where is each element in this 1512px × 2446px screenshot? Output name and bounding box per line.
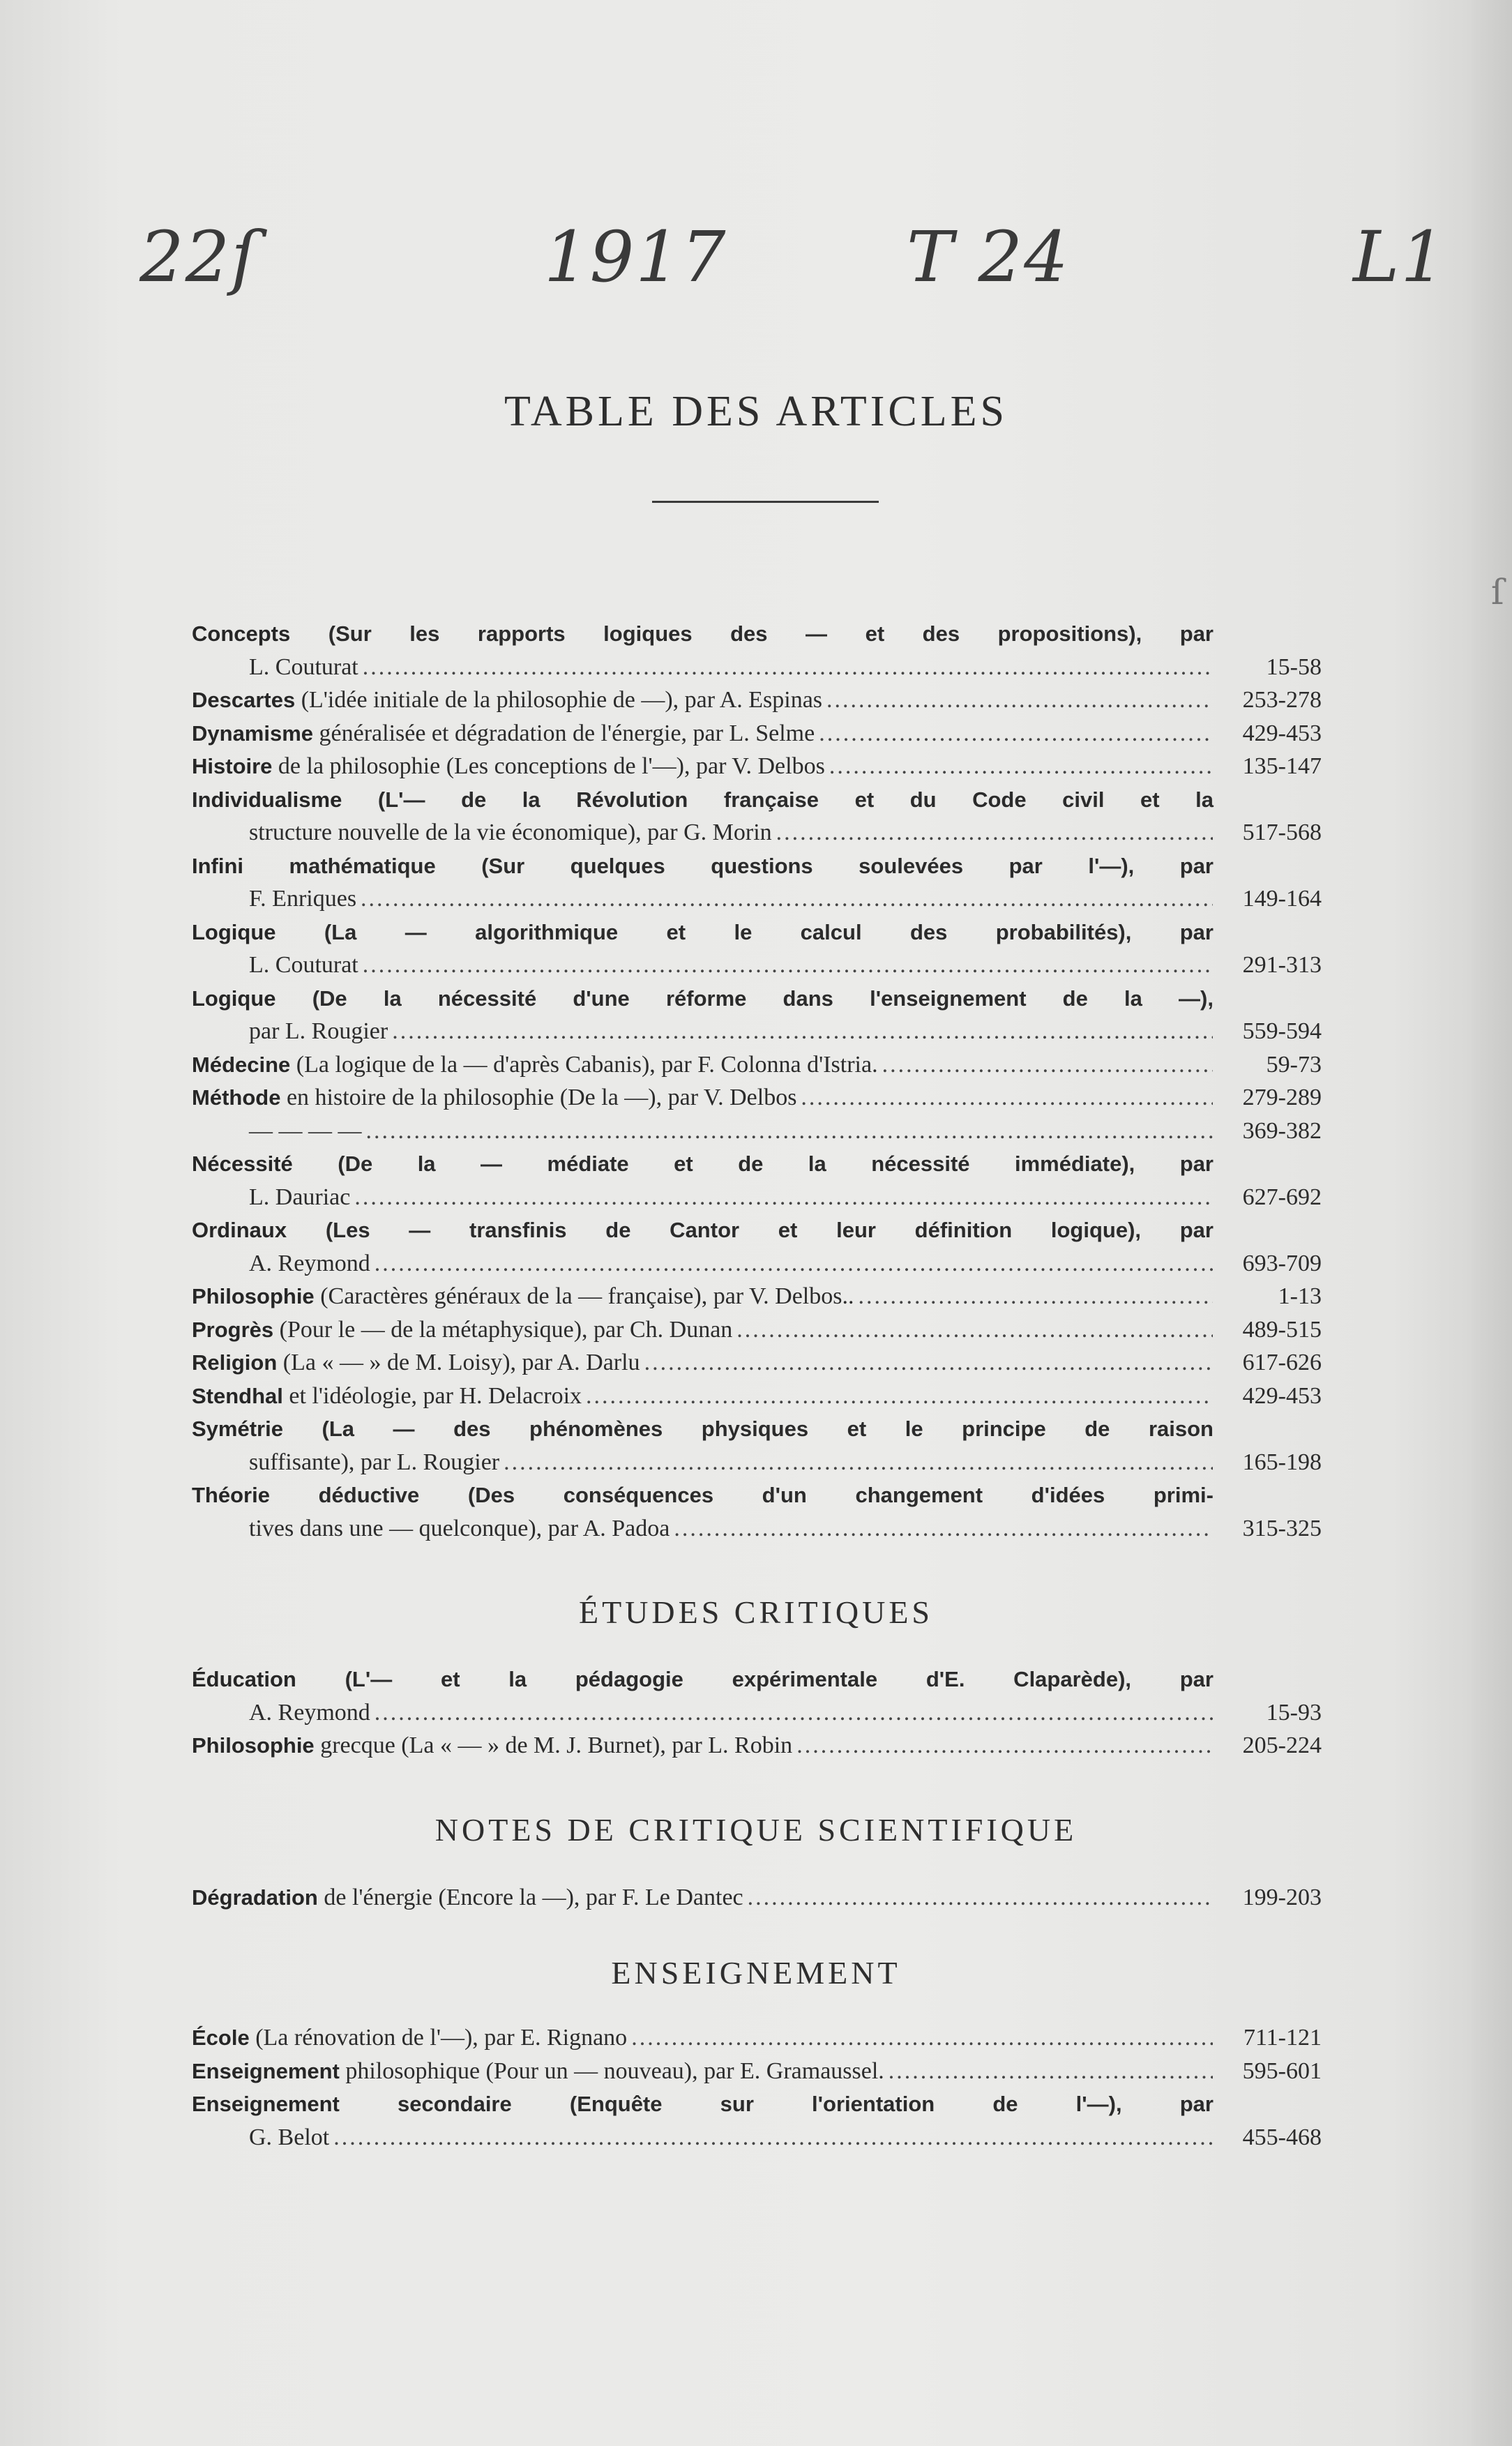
toc-entry	[192, 1412, 1322, 1479]
toc-entry	[192, 1147, 1322, 1214]
dot-leader	[889, 2055, 1213, 2088]
dot-leader	[504, 1446, 1213, 1479]
entry-detail-first-line: mathématique (Sur quelques questions soulevées par l'—), par	[243, 853, 1214, 878]
entry-pages: 253-278	[1242, 687, 1322, 713]
entry-detail: (La « — » de M. Loisy), par A. Darlu	[277, 1350, 640, 1375]
entry-headword: École	[192, 2025, 250, 2050]
toc-entry	[192, 717, 1322, 750]
entry-detail: (Caractères généraux de la — française), par V. Delbos..	[314, 1283, 854, 1309]
dot-leader	[366, 1115, 1214, 1148]
entry-detail: (L'idée initiale de la philosophie de —), par A. Espinas	[295, 687, 823, 713]
dot-leader	[882, 1048, 1213, 1082]
dot-leader	[859, 1280, 1214, 1313]
toc-entry	[192, 1479, 1322, 1545]
dot-leader	[363, 651, 1213, 684]
entry-detail: (La logique de la — d'après Cabanis), par F. Colonna d'Istria.	[290, 1051, 878, 1078]
toc-entry	[192, 1048, 1322, 1082]
entry-pages: 455-468	[1242, 2124, 1322, 2150]
toc-entry	[192, 1280, 1322, 1313]
entry-headword: Progrès	[192, 1317, 274, 1342]
entry-headword: Dégradation	[192, 1885, 318, 1910]
margin-mark: ſ	[1491, 572, 1504, 612]
enseignement-list	[192, 2021, 1322, 2154]
entry-pages: 315-325	[1242, 1515, 1322, 1541]
entry-detail-second-line: L. Couturat	[249, 654, 358, 680]
entry-headword: Théorie	[192, 1483, 270, 1507]
toc-entry	[192, 850, 1322, 916]
toc-entry	[192, 1313, 1322, 1347]
section-title-etudes: ÉTUDES CRITIQUES	[578, 1594, 934, 1630]
toc-entry	[192, 750, 1322, 783]
toc-entry	[192, 1729, 1322, 1762]
entry-pages: 279-289	[1242, 1085, 1322, 1110]
entry-pages: 711-121	[1243, 2025, 1322, 2051]
entry-pages: 291-313	[1242, 952, 1322, 978]
title-rule	[652, 501, 879, 503]
toc-entry	[192, 982, 1322, 1048]
entry-detail: (La rénovation de l'—), par E. Rignano	[249, 2025, 628, 2051]
dot-leader	[796, 1729, 1213, 1762]
dot-leader	[748, 1881, 1213, 1915]
entry-headword: Philosophie	[192, 1733, 315, 1758]
section-title-notes: NOTES DE CRITIQUE SCIENTIFIQUE	[434, 1812, 1078, 1848]
entry-pages: 429-453	[1242, 720, 1322, 746]
entry-headword: Enseignement	[192, 2058, 340, 2083]
entry-detail-second-line: par L. Rougier	[249, 1018, 388, 1044]
entry-detail-second-line: F. Enriques	[249, 886, 357, 912]
entry-pages: 165-198	[1242, 1449, 1322, 1475]
section-title-enseignement: ENSEIGNEMENT	[611, 1955, 901, 1991]
entry-detail: en histoire de la philosophie (De la —), par V. Delbos	[280, 1085, 797, 1110]
entry-detail-first-line: (Les — transfinis de Cantor et leur définition logique), par	[287, 1218, 1214, 1242]
entry-pages: 59-73	[1266, 1051, 1322, 1078]
entry-detail-first-line: secondaire (Enquête sur l'orientation de l'—), par	[339, 2092, 1214, 2116]
entry-pages: 517-568	[1242, 820, 1322, 845]
entry-detail: de l'énergie (Encore la —), par F. Le Dantec	[317, 1885, 743, 1910]
entry-headword: Éducation	[192, 1667, 296, 1691]
dot-leader	[631, 2021, 1213, 2055]
handwritten-code: L1	[1353, 216, 1447, 298]
entry-headword: Histoire	[192, 754, 273, 778]
entry-detail: généralisée et dégradation de l'énergie, par L. Selme	[313, 720, 815, 746]
entry-headword: Symétrie	[192, 1417, 283, 1441]
dot-leader	[776, 816, 1213, 850]
page-edge	[1472, 0, 1512, 2446]
dot-leader	[736, 1313, 1213, 1347]
entry-detail-first-line: déductive (Des conséquences d'un changement d'idées primi-	[269, 1483, 1214, 1507]
entry-detail-first-line: (La — des phénomènes physiques et le principe de raison	[282, 1417, 1214, 1441]
entry-detail: — — — —	[249, 1117, 362, 1144]
entry-pages: 15-58	[1266, 654, 1322, 680]
entry-pages: 429-453	[1242, 1382, 1322, 1409]
entry-detail-second-line: L. Dauriac	[249, 1184, 351, 1210]
entry-detail-second-line: L. Couturat	[249, 952, 358, 978]
dot-leader	[586, 1380, 1213, 1413]
toc-entry	[192, 2088, 1322, 2154]
handwritten-number: 22ſ	[139, 216, 259, 298]
entry-detail-first-line: (De la — médiate et de la nécessité immédiate), par	[292, 1152, 1214, 1176]
toc-entry	[192, 1115, 1322, 1148]
entry-detail: et l'idéologie, par H. Delacroix	[282, 1382, 582, 1409]
entry-pages: 135-147	[1242, 753, 1322, 779]
entry-headword: Ordinaux	[192, 1218, 287, 1242]
entry-pages: 627-692	[1242, 1184, 1322, 1210]
entry-detail: grecque (La « — » de M. J. Burnet), par L. Robin	[314, 1732, 793, 1758]
dot-leader	[375, 1696, 1213, 1730]
toc-entry	[192, 684, 1322, 717]
toc-entry	[192, 2055, 1322, 2088]
entry-detail: philosophique (Pour un — nouveau), par E. Gramaussel.	[339, 2058, 884, 2084]
entry-pages: 595-601	[1242, 2058, 1322, 2084]
entry-detail-second-line: structure nouvelle de la vie économique), par G. Morin	[249, 820, 772, 845]
entry-headword: Religion	[192, 1350, 278, 1375]
toc-entry	[192, 1346, 1322, 1380]
entry-headword: Concepts	[192, 621, 291, 646]
entry-headword: Dynamisme	[192, 720, 314, 746]
entry-detail-second-line: tives dans une — quelconque), par A. Padoa	[249, 1515, 670, 1541]
entry-detail-second-line: suffisante), par L. Rougier	[249, 1449, 500, 1475]
entry-headword: Individualisme	[192, 787, 342, 812]
articles-list	[192, 617, 1322, 1545]
dot-leader	[801, 1081, 1213, 1115]
entry-detail-first-line: (L'— et la pédagogie expérimentale d'E. Claparède), par	[296, 1667, 1214, 1691]
entry-detail-first-line: (L'— de la Révolution française et du Code civil et la	[342, 787, 1214, 812]
entry-detail-first-line: (Sur les rapports logiques des — et des propositions), par	[290, 621, 1214, 646]
entry-headword: Infini	[192, 853, 244, 878]
dot-leader	[375, 1247, 1213, 1281]
handwritten-year: 1917	[544, 216, 727, 298]
dot-leader	[644, 1346, 1213, 1380]
toc-entry	[192, 1663, 1322, 1729]
entry-detail: (Pour le — de la métaphysique), par Ch. Dunan	[273, 1316, 733, 1343]
toc-entry	[192, 617, 1322, 684]
entry-pages: 617-626	[1242, 1350, 1322, 1375]
dot-leader	[354, 1181, 1213, 1214]
toc-entry	[192, 916, 1322, 982]
entry-pages: 1-13	[1278, 1283, 1322, 1309]
entry-pages: 693-709	[1242, 1250, 1322, 1276]
toc-entry	[192, 783, 1322, 850]
entry-detail-second-line: G. Belot	[249, 2124, 330, 2150]
dot-leader	[361, 882, 1213, 916]
entry-pages: 205-224	[1242, 1732, 1322, 1758]
entry-pages: 149-164	[1242, 886, 1322, 912]
entry-headword: Logique	[192, 986, 276, 1011]
entry-headword: Logique	[192, 919, 276, 944]
handwritten-volume: T 24	[907, 216, 1070, 298]
dot-leader	[363, 949, 1213, 982]
toc-entry	[192, 1881, 1322, 1915]
entry-pages: 369-382	[1242, 1117, 1322, 1144]
entry-detail-first-line: (De la nécessité d'une réforme dans l'enseignement de la —),	[275, 986, 1214, 1011]
notes-list	[192, 1881, 1322, 1915]
dot-leader	[829, 750, 1213, 783]
entry-pages: 199-203	[1242, 1885, 1322, 1910]
entry-headword: Stendhal	[192, 1383, 283, 1408]
dot-leader	[333, 2121, 1213, 2154]
entry-headword: Méthode	[192, 1085, 281, 1110]
entry-pages: 489-515	[1242, 1316, 1322, 1343]
entry-headword: Médecine	[192, 1052, 291, 1077]
toc-entry	[192, 1380, 1322, 1413]
dot-leader	[674, 1512, 1213, 1546]
dot-leader	[819, 717, 1213, 750]
entry-detail: de la philosophie (Les conceptions de l'—), par V. Delbos	[272, 753, 825, 779]
entry-pages: 15-93	[1266, 1699, 1322, 1726]
entry-pages: 559-594	[1242, 1018, 1322, 1044]
entry-detail-second-line: A. Reymond	[249, 1250, 370, 1276]
etudes-list	[192, 1663, 1322, 1762]
toc-entry	[192, 1214, 1322, 1280]
entry-detail-second-line: A. Reymond	[249, 1699, 370, 1726]
entry-headword: Philosophie	[192, 1284, 315, 1308]
page-title: TABLE DES ARTICLES	[504, 388, 1008, 435]
dot-leader	[826, 684, 1213, 717]
toc-entry	[192, 2021, 1322, 2055]
toc-entry	[192, 1081, 1322, 1115]
entry-headword: Descartes	[192, 688, 296, 712]
dot-leader	[392, 1015, 1213, 1048]
entry-headword: Enseignement	[192, 2092, 340, 2116]
entry-headword: Nécessité	[192, 1152, 293, 1176]
entry-detail-first-line: (La — algorithmique et le calcul des probabilités), par	[275, 919, 1214, 944]
